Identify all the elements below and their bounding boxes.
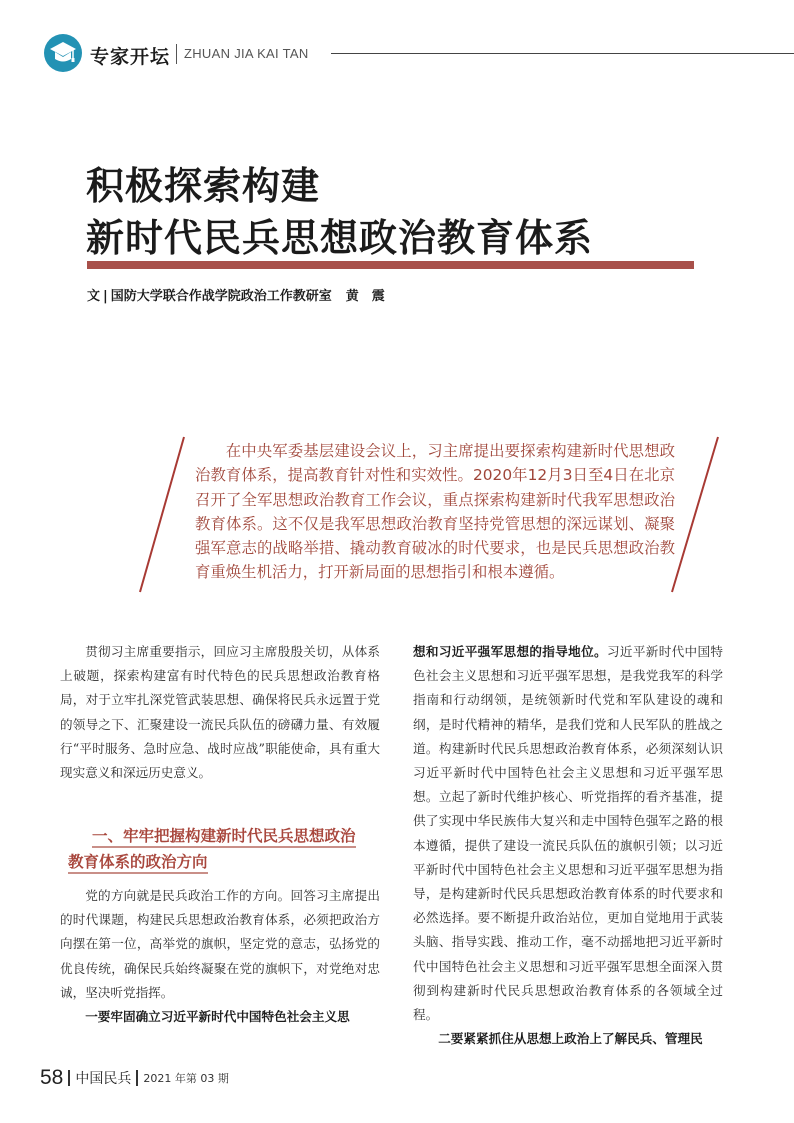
lead-right-slash (672, 437, 718, 592)
column-name-en: ZHUAN JIA KAI TAN (184, 46, 309, 61)
section-heading-line-2: 教育体系的政治方向 (68, 853, 208, 874)
title-line-2: 新时代民兵思想政治教育体系 (86, 216, 594, 260)
section1-paragraph: 党的方向就是民兵政治工作的方向。回答习主席提出的时代课题，构建民兵思想政治教育体系，必须把政治方向摆在第一位，高举党的旗帜，坚定党的意志，弘扬党的优良传统，确保民兵始终凝聚在党的旗帜下，对党绝对忠诚，坚决听党指挥。 (60, 888, 380, 1000)
point1-paragraph (413, 640, 723, 1027)
byline-prefix: 文 (87, 289, 101, 304)
byline-affiliation: 国防大学联合作战学院政治工作教研室 (110, 289, 332, 304)
lead-paragraph: 在中央军委基层建设会议上，习主席提出要探索构建新时代思想政治教育体系，提高教育针对性和实效性。2020年12月3日至4日在北京召开了全军思想政治教育工作会议，重点探索构建新时代我军思想政治教育体系。这不仅是我军思想政治教育坚持党管思想的深远谋划、凝聚强军意志的战略举措、撬动教育破冰的时代要求，也是民兵思想政治教育重焕生机活力，打开新局面的思想指引和根本遵循。 (195, 442, 675, 582)
magazine-name: 中国民兵 (75, 1071, 132, 1087)
footer-divider (68, 1070, 70, 1086)
byline-author: 黄 震 (345, 289, 385, 304)
section1-column (60, 884, 380, 1029)
page-number: 58 (40, 1066, 64, 1089)
point1-body: 习近平新时代中国特色社会主义思想和习近平强军思想，是我党我军的科学指南和行动纲领，是统领新时代党和军队建设的魂和纲，是时代精神的精华，是我们党和人民军队的胜战之道。构建新时代民兵思想政治教育体系，必须深刻认识习近平新时代中国特色社会主义思想和习近平强军思想。立起了新时代维护核心、听党指挥的看齐基准，提供了实现中华民族伟大复兴和走中国特色强军之路的根本遵循，提供了建设一流民兵队伍的旗帜引领；以习近平新时代中国特色社会主义思想和习近平强军思想为指导，是构建新时代民兵思想政治教育体系的时代要求和必然选择。要不断提升政治站位，更加自觉地用于武装头脑、指导实践、推动工作，毫不动摇地把习近平新时代中国特色社会主义思想和习近平强军思想全面深入贯彻到构建新时代民兵思想政治教育体系的各领域全过程。 (413, 644, 724, 1023)
footer-divider (136, 1070, 138, 1086)
point1-bold-part2: 想和习近平强军思想的指导地位。 (413, 644, 607, 659)
intro-column (60, 640, 380, 785)
lead-left-slash (140, 437, 184, 592)
section-heading-1 (68, 823, 388, 875)
point1-bold-part1: 一要牢固确立习近平新时代中国特色社会主义思 (85, 1009, 350, 1025)
column-name: 专家开坛 (90, 46, 171, 68)
intro-paragraph: 贯彻习主席重要指示，回应习主席殷殷关切，从体系上破题，探索构建富有时代特色的民兵思想政治教育格局，对于立牢扎深党管武装思想、确保将民兵永远置于党的领导之下、汇聚建设一流民兵队伍的磅礴力量、有效履行“平时服务、急时应急、战时应战”职能使命，具有重大现实意义和深远历史意义。 (60, 644, 380, 781)
point2-heading: 二要紧紧抓住从思想上政治上了解民兵、管理民 (438, 1031, 703, 1047)
point1-heading-start (60, 1005, 380, 1029)
byline-divider: | (103, 289, 108, 304)
right-column (413, 640, 723, 1051)
section-heading-line-1: 一、牢牢把握构建新时代民兵思想政治 (92, 827, 356, 848)
title-line-1: 积极探索构建 (86, 164, 321, 208)
page-footer (40, 1066, 229, 1090)
issue-label: 2021 年第 03 期 (143, 1072, 229, 1085)
